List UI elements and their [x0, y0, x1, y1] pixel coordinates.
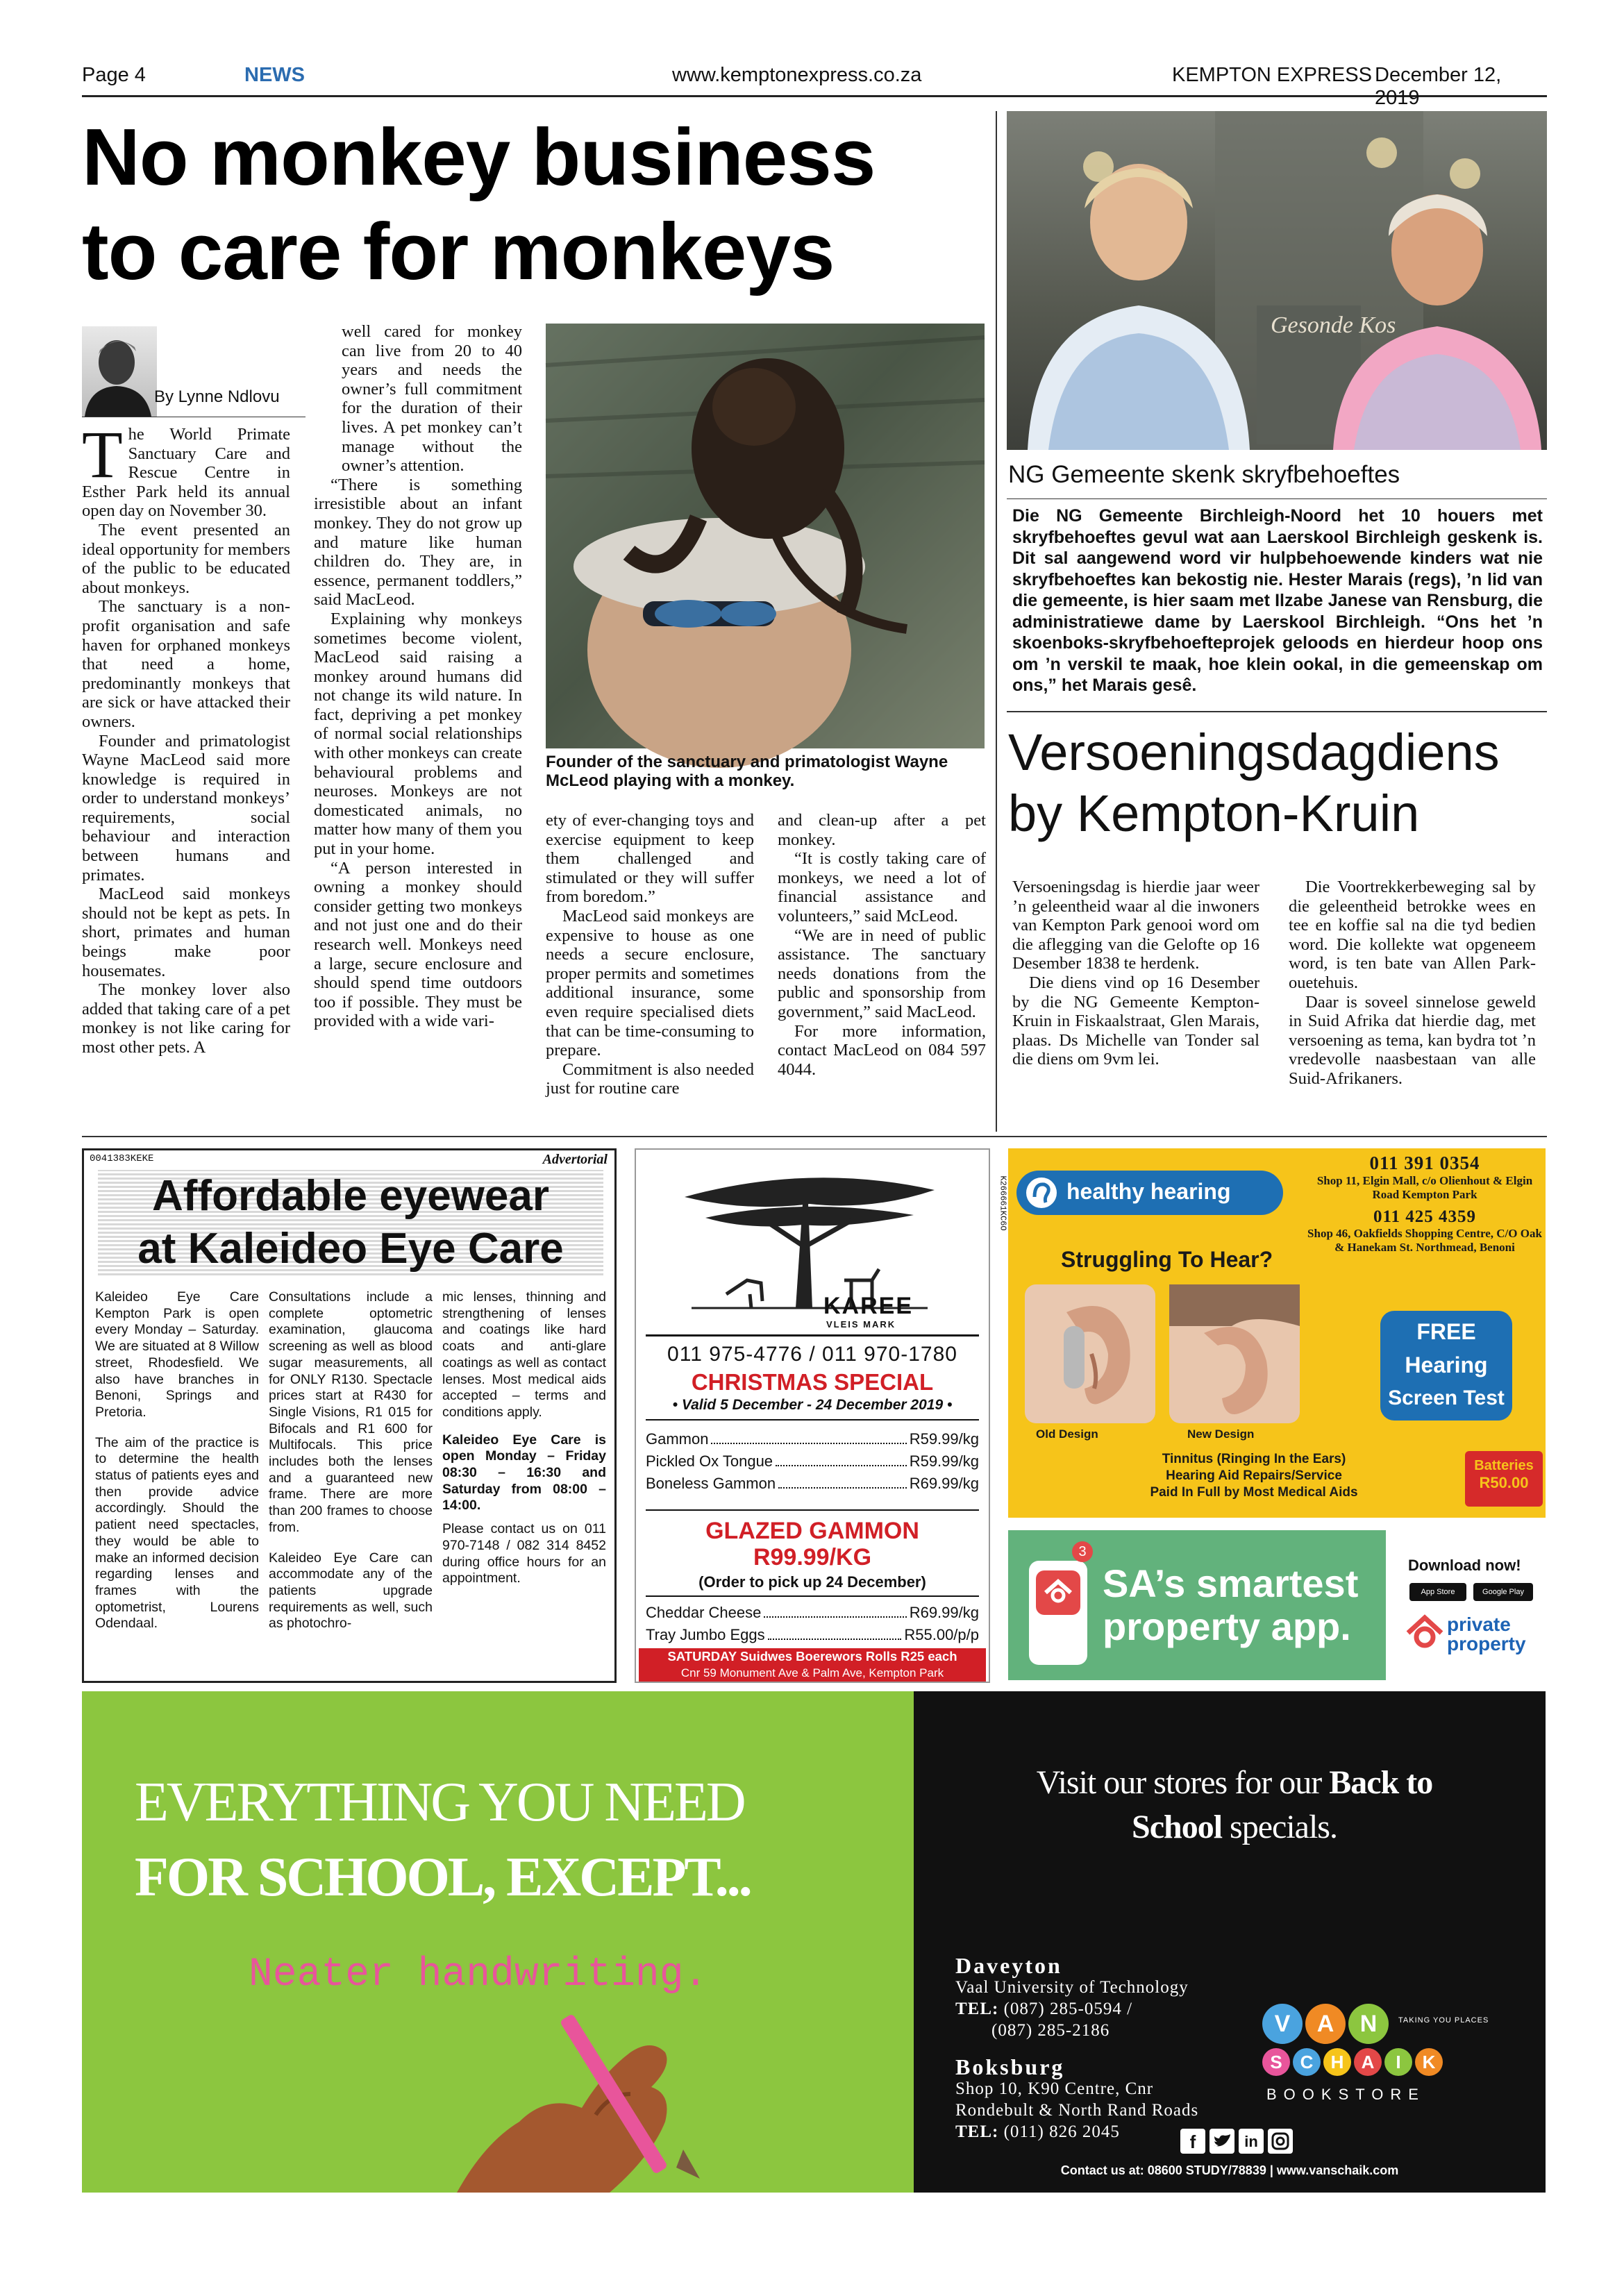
headline-line-1: No monkey business — [82, 112, 876, 202]
vanschaik-ad[interactable] — [82, 1691, 1546, 2193]
hearing-brand-badge: healthy hearing — [1016, 1171, 1283, 1215]
visit-stores-text: Visit our stores for our Back to School specials. — [1036, 1764, 1433, 1845]
photo-sign-text: Gesonde Kos — [1271, 312, 1396, 338]
article-col-2: well cared for monkey can live from 20 to 40 years and needs the owner’s full commitment for the duration of their lives. A pet monkey can’t manage without the owner’s attention. “There is something irresistible about an infant monkey. They do not grow up and mature like human children do. They are, in essence, permanent toddlers,” said MacLeod. Explaining why monkeys sometimes become violent, MacLeod said raising a monkey around humans did not change its wild nature. In fact, depriving a pet monkey of normal social relationships with other monkeys can create behavioural problems and neuroses. Monkeys are not domesticated animals, no matter how many of them you put in your home. “A person interested in owning a monkey should consider getting two monkeys and not just one and do their research well. Monkeys need a large, secure enclosure and should spend time outdoors too if possible. They must be provided with a wide vari- — [314, 322, 522, 1031]
download-now: Download now! — [1408, 1557, 1521, 1574]
karee-brand: KAREE — [823, 1293, 914, 1319]
battery-badge: Batteries R50.00 — [1465, 1451, 1543, 1507]
karee-ref: K266661KC6O — [998, 1175, 1008, 1231]
vanschaik-contact[interactable]: Contact us at: 08600 STUDY/78839 | www.vanschaik.com — [1060, 2163, 1399, 2177]
article-col-1: The World Primate Sanctuary Care and Rescue Centre in Esther Park held its annual open day on November 30. The event presented an ideal opportunity for members of the public to be educated about monkeys. The sanctuary is a non-profit organisation and safe haven for orphaned monkeys that need a home, predominantly monkeys that are sick or have attacked their owners. Founder and primatologist Wayne MacLeod said more knowledge is required in order to understand monkeys’ requirements, social behaviour and interaction between humans and primates. MacLeod said monkeys should not be kept as pets. In short, primates and human beings make poor housemates. The monkey lover also added that taking care of a pet monkey is not like caring for most other pets. A — [82, 417, 290, 1057]
saturday-special: SATURDAY Suidwes Boerewors Rolls R25 each — [639, 1648, 986, 1665]
ad-ref: 0041383KEKE — [90, 1153, 154, 1164]
versoening-col-2: Die Voortrekkerbeweging sal by die geleentheid betrokke wees en tee en koffie sal na die tyd bedien word. Die kollekte wat opgeneem word, is ten bate van Allen Park-ouetehuis. Daar is soveel sinnelose geweld in Suid Afrika dat hierdie dag, met versoening as tema, kan bydra tot ’n vredevolle naasbestaan van alle Suid-Afrikaners. — [1289, 878, 1536, 1088]
page-header — [82, 61, 1547, 109]
ng-photo — [1007, 111, 1547, 450]
issue-date: December 12, 2019 — [1375, 64, 1502, 109]
price-row: Tray Jumbo Eggs R55.00/p/p — [646, 1626, 979, 1643]
order-note: (Order to pick up 24 December) — [698, 1573, 926, 1591]
property-app-ad[interactable] — [1008, 1530, 1386, 1680]
vanschaik-logo: V A N TAKING YOU PLACES S C H A I K BOOKSTORE — [1262, 2004, 1512, 2122]
article-headline — [82, 110, 998, 299]
instagram-icon[interactable] — [1268, 2129, 1293, 2154]
free-test-badge[interactable]: FREE Hearing Screen Test — [1380, 1311, 1512, 1421]
google-play-button[interactable]: Google Play — [1473, 1583, 1533, 1601]
drop-cap: T — [82, 417, 123, 492]
tree-logo-icon — [664, 1162, 955, 1315]
karee-brand-sub: VLEIS MARK — [826, 1319, 896, 1330]
section-label: NEWS — [244, 64, 305, 86]
price-row: Boneless Gammon R69.99/kg — [646, 1475, 979, 1492]
eyewear-col-3: mic lenses, thinning and strengthening of lenses and coatings like hard coats and anti-glare coatings as well as contact lenses. Most medical aids accepted – terms and conditions apply. Kaleideo Eye Care is open Monday – Friday 08:30 – 16:30 and Saturday from 08:00 – 14:00. Please contact us on 011 970-7148 / 082 314 8452 during office hours for an appointment. — [442, 1289, 606, 1586]
versoening-col-1: Versoeningsdag is hierdie jaar weer ’n geleentheid waar al die inwoners van Kempton Park genooi word om die aflegging van die Gelofte op 16 Desember 1838 te herdenk. Die diens vind op 16 Desember by die NG Gemeente Kempton-Kruin in Fiskaalstraat, Glen Marais, plaas. Ds Michelle van Tonder sal die diens om 9vm lei. — [1012, 878, 1259, 1069]
karee-phones: 011 975-4776 / 011 970-1780 — [667, 1343, 957, 1366]
ng-body: Die NG Gemeente Birchleigh-Noord het 10 houers met skryfbehoeftes gevul wat aan Laerskool Birchleigh geskenk is. Dit sal aangewend word vir hulpbehoewende kinders wat nie skryfbehoeftes kan bekostig nie. Hester Marais (regs), ’n lid van die gemeente, is hier saam met Ilzabe Janese van Rensburg, die administratiewe dame by Laerskool Birchleigh. “Ons het ’n skoenboks-skryfbehoefteprojek geloods en hierdeur hoop ons om ’n verskil te maak, hoe klein ookal, in die gemeenskap om ons,” het Marais gesê. — [1012, 506, 1543, 695]
old-design-image — [1025, 1284, 1155, 1423]
store-boksburg: Boksburg Shop 10, K90 Centre, Cnr Rondebult & North Rand Roads TEL: (011) 826 2045 — [955, 2054, 1199, 2141]
private-property-brand: private property — [1447, 1614, 1526, 1654]
author-photo — [82, 326, 157, 417]
property-slogan: SA’s smartest property app. — [1103, 1561, 1359, 1648]
vanschaik-headline-2: FOR SCHOOL, EXCEPT... — [135, 1847, 751, 1908]
vanschaik-headline-1: EVERYTHING YOU NEED — [135, 1772, 744, 1833]
ng-heading: NG Gemeente skenk skryfbehoeftes — [1008, 461, 1400, 488]
eyewear-col-1: Kaleideo Eye Care Kempton Park is open every Monday – Saturday. We are situated at 8 Willow street, Rhodesfield. We also have branches in Benoni, Springs and Pretoria. The aim of the practice is to determine the health status of patients eyes and then provide advice accordingly. Should the patient need spectacles, they would be able to make an informed decision regarding lenses and frames with the optometrist, Lourens Odendaal. — [95, 1289, 259, 1632]
store-daveyton: Daveyton Vaal University of Technology TEL: (087) 285-0594 / (087) 285-2186 — [955, 1953, 1189, 2040]
twitter-icon[interactable] — [1209, 2129, 1234, 2154]
eyewear-col-2: Consultations include a complete optometric examination, glaucoma screening as well as blood sugar measurements, all for ONLY R130. Spectacle prices start at R430 for Single Visions, R1 015 for Bifocals and R1 600 for Multifocals. This price includes both the lenses and a guaranteed new frame. There are more than 200 frames to choose from. Kaleideo Eye Care can accommodate any of the patients upgrade requirements as well, such as photochro- — [269, 1289, 433, 1632]
monkey-photo — [546, 324, 985, 748]
karee-ad[interactable] — [635, 1148, 1008, 1683]
photo-caption: Founder of the sanctuary and primatologist Wayne McLeod playing with a monkey. — [546, 753, 948, 790]
struggling-text: Struggling To Hear? — [1061, 1247, 1273, 1272]
christmas-special: CHRISTMAS SPECIAL — [691, 1369, 934, 1395]
article-col-3: ety of ever-changing toys and exercise equipment to keep them challenged and stimulated or they will suffer from boredom.” MacLeod said monkeys are expensive to house as one needs a secure enclosure, proper permits and sometimes additional insurance, some even require specialised diets that can be time-consuming to prepare. Commitment is also needed just for routine care — [546, 811, 754, 1098]
karee-price-list-2 — [646, 1600, 979, 1648]
old-design-label: Old Design — [1036, 1427, 1098, 1441]
karee-valid: • Valid 5 December - 24 December 2019 • — [672, 1397, 953, 1413]
headline-line-2: to care for monkeys — [82, 206, 835, 296]
eyewear-title: Affordable eyewear at Kaleideo Eye Care — [98, 1170, 603, 1275]
website-link[interactable]: www.kemptonexpress.co.za — [672, 64, 922, 86]
private-property-logo-icon — [1404, 1612, 1446, 1654]
notification-badge: 3 — [1072, 1541, 1093, 1562]
page-number: Page 4 — [82, 64, 146, 86]
new-design-label: New Design — [1187, 1427, 1255, 1441]
price-row: Cheddar Cheese R69.99/kg — [646, 1604, 979, 1621]
ear-logo-icon — [1025, 1176, 1058, 1209]
paper-name: KEMPTON EXPRESS — [1172, 64, 1372, 86]
hearing-ad[interactable] — [1008, 1148, 1546, 1518]
app-store-button[interactable]: App Store — [1409, 1583, 1466, 1601]
linkedin-icon[interactable]: in — [1239, 2129, 1264, 2154]
hearing-contacts: 011 391 0354 Shop 11, Elgin Mall, c/o Olienhout & Elgin Road Kempton Park 011 425 4359 Shop 46, Oakfields Shopping Centre, C/O Oak & Hanekam St. Northmead, Benoni — [1307, 1153, 1542, 1254]
hand-pencil-icon — [443, 1990, 832, 2193]
karee-address: Cnr 59 Monument Ave & Palm Ave, Kempton Park — [639, 1665, 986, 1682]
eyewear-ad[interactable] — [82, 1148, 617, 1683]
price-row: Pickled Ox Tongue R59.99/kg — [646, 1452, 979, 1470]
karee-price-list — [646, 1426, 979, 1497]
versoening-headline: Versoeningsdagdiens by Kempton-Kruin — [1008, 723, 1500, 842]
facebook-icon[interactable]: f — [1180, 2129, 1205, 2154]
advertorial-tag: Advertorial — [542, 1152, 608, 1167]
hearing-services: Tinnitus (Ringing In the Ears) Hearing Aid Repairs/Service Paid In Full by Most Medical Aids — [1150, 1452, 1358, 1500]
new-design-image — [1169, 1284, 1300, 1423]
phone-icon — [1029, 1561, 1087, 1665]
article-col-4: and clean-up after a pet monkey. “It is costly taking care of monkeys, we need a lot of financial assistance and volunteers,” said McLeod. “We are in need of public assistance. The sanctuary needs donations from the public and sponsorship from government,” said MacLeod. For more information, contact MacLeod on 084 597 4044. — [778, 811, 986, 1079]
home-icon — [1041, 1576, 1075, 1609]
social-icons — [1180, 2129, 1293, 2154]
handwriting-text: Neater handwriting. — [249, 1952, 708, 1997]
byline: By Lynne Ndlovu — [154, 387, 280, 406]
glazed-gammon: GLAZED GAMMON R99.99/KG — [705, 1518, 919, 1570]
price-row: Gammon R59.99/kg — [646, 1430, 979, 1448]
